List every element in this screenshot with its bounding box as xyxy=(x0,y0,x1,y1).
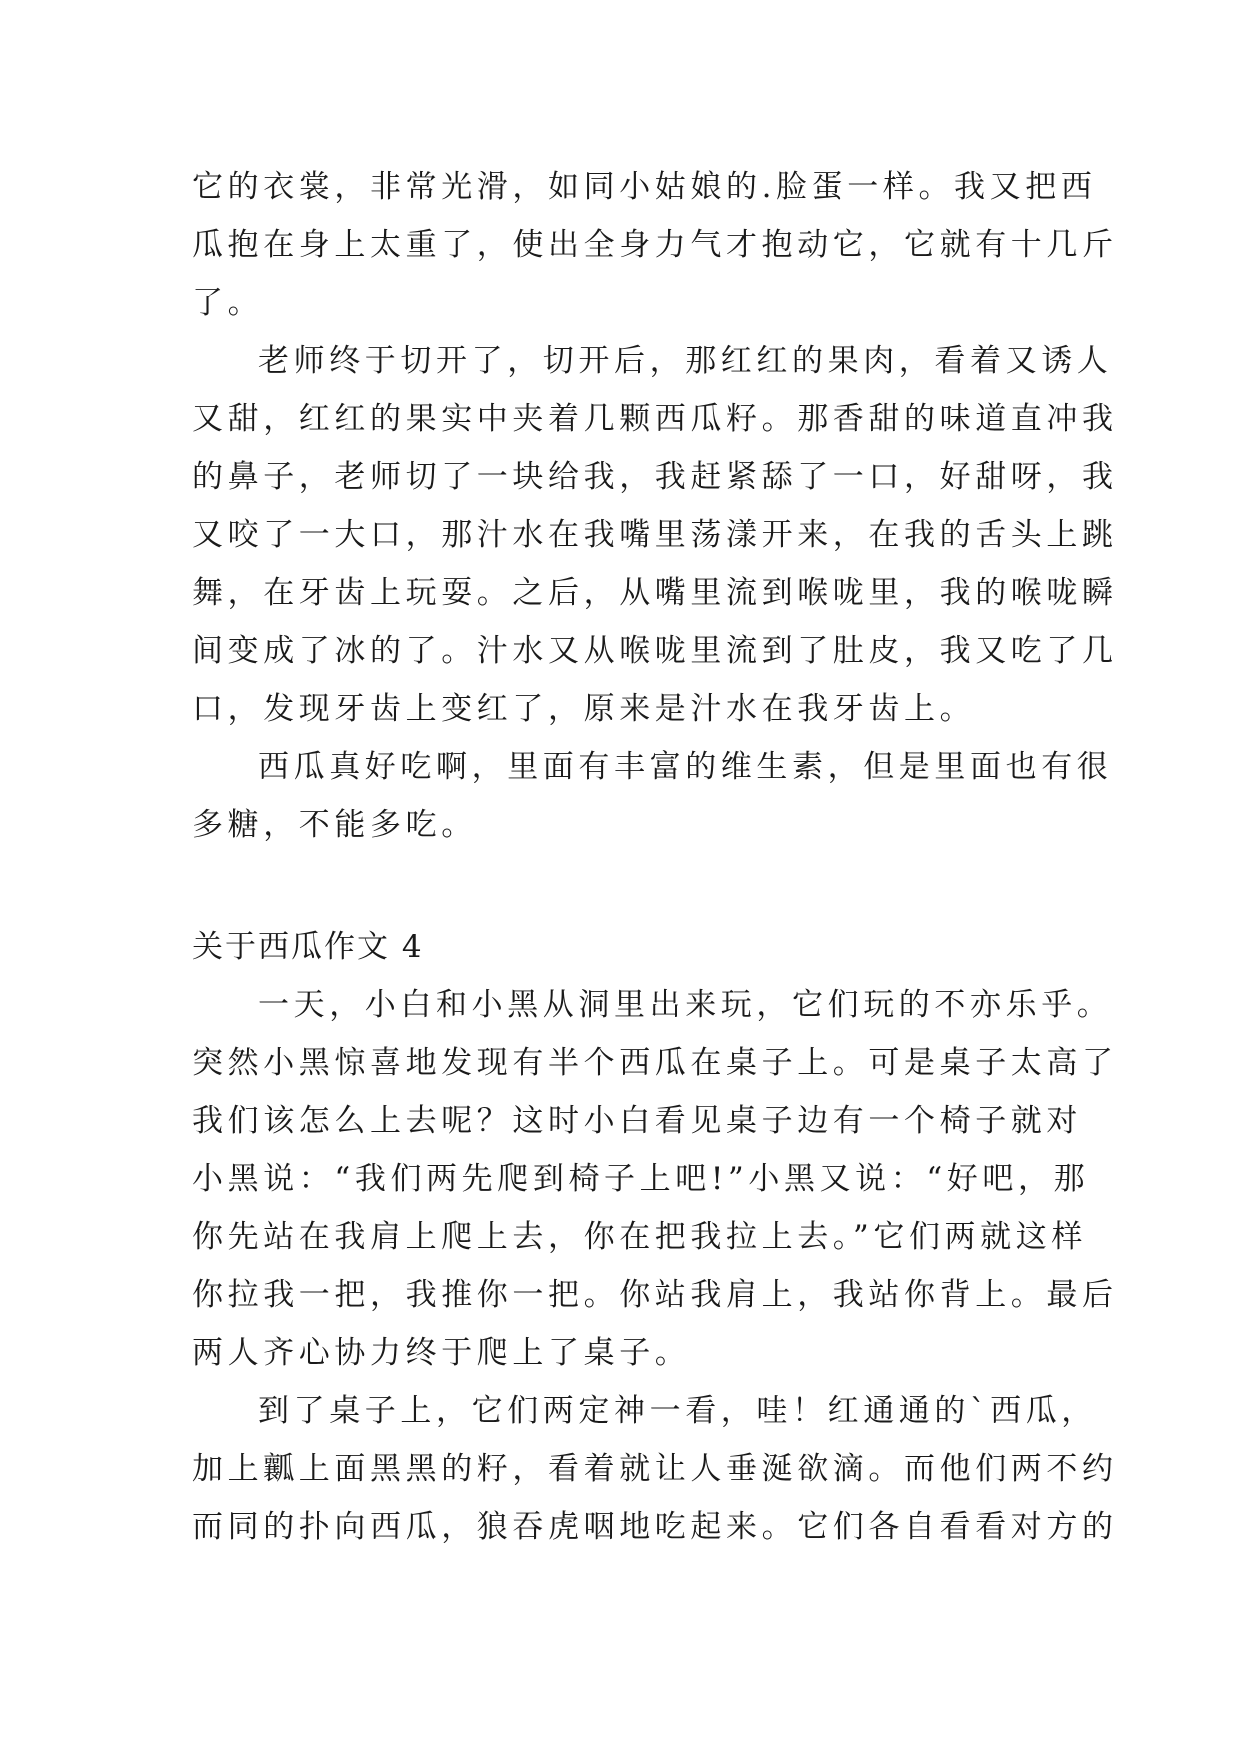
paragraph xyxy=(192,158,1118,332)
text-line: 它的衣裳，非常光滑，如同小姑娘的.脸蛋一样。我又把西 xyxy=(192,169,1097,205)
text-line: 突然小黑惊喜地发现有半个西瓜在桌子上。可是桌子太高了 xyxy=(192,1045,1118,1081)
text-line: 西瓜真好吃啊，里面有丰富的维生素，但是里面也有很 xyxy=(258,749,1113,785)
document-body xyxy=(192,158,1118,1556)
paragraph xyxy=(192,1382,1118,1556)
paragraph xyxy=(192,738,1113,854)
text-line: 又咬了一大口，那汁水在我嘴里荡漾开来，在我的舌头上跳 xyxy=(192,517,1118,553)
text-line: 小黑说：“我们两先爬到椅子上吧!”小黑又说：“好吧，那 xyxy=(192,1161,1090,1197)
text-line: 而同的扑向西瓜，狼吞虎咽地吃起来。它们各自看看对方的 xyxy=(192,1509,1118,1545)
text-line: 我们该怎么上去呢？这时小白看见桌子边有一个椅子就对 xyxy=(192,1103,1082,1139)
paragraph-gap xyxy=(192,854,1072,918)
text-line: 到了桌子上，它们两定神一看，哇！红通通的`西瓜， xyxy=(258,1393,1097,1429)
text-line: 你拉我一把，我推你一把。你站我肩上，我站你背上。最后 xyxy=(192,1277,1118,1313)
section-heading: 关于西瓜作文 4 xyxy=(192,929,424,965)
text-line: 两人齐心协力终于爬上了桌子。 xyxy=(192,1335,691,1371)
text-line: 间变成了冰的了。汁水又从喉咙里流到了肚皮，我又吃了几 xyxy=(192,633,1118,669)
text-line: 加上瓤上面黑黑的籽，看着就让人垂涎欲滴。而他们两不约 xyxy=(192,1451,1118,1487)
text-line: 了。 xyxy=(192,285,264,321)
text-line: 的鼻子，老师切了一块给我，我赶紧舔了一口，好甜呀，我 xyxy=(192,459,1118,495)
text-line: 多糖，不能多吃。 xyxy=(192,807,477,843)
text-line: 口，发现牙齿上变红了，原来是汁水在我牙齿上。 xyxy=(192,691,976,727)
paragraph xyxy=(192,332,1118,738)
text-line: 一天，小白和小黑从洞里出来玩，它们玩的不亦乐乎。 xyxy=(258,987,1113,1023)
text-line: 老师终于切开了，切开后，那红红的果肉，看着又诱人 xyxy=(258,343,1113,379)
text-line: 瓜抱在身上太重了，使出全身力气才抱动它，它就有十几斤 xyxy=(192,227,1118,263)
text-line: 你先站在我肩上爬上去，你在把我拉上去。”它们两就这样 xyxy=(192,1219,1087,1255)
paragraph xyxy=(192,976,1118,1382)
text-line: 舞，在牙齿上玩耍。之后，从嘴里流到喉咙里，我的喉咙瞬 xyxy=(192,575,1118,611)
text-line: 又甜，红红的果实中夹着几颗西瓜籽。那香甜的味道直冲我 xyxy=(192,401,1118,437)
